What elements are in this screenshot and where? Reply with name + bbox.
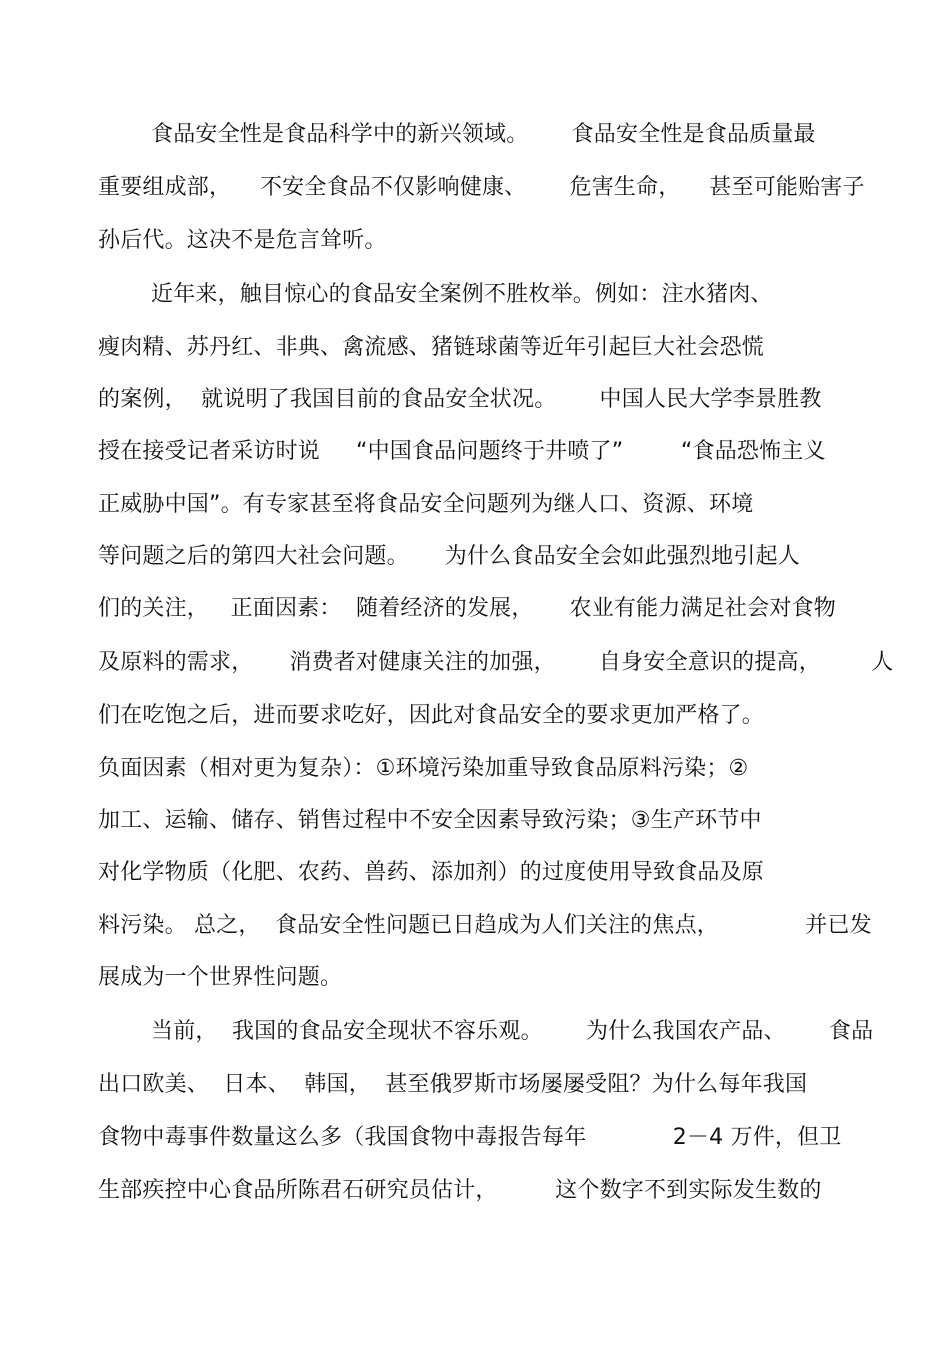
text-line: 食品安全性是食品科学中的新兴领域。 食品安全性是食品质量最 [151,122,816,147]
text-line: 对化学物质（化肥、农药、兽药、添加剂）的过度使用导致食品及原 [98,860,765,885]
text-line: 等问题之后的第四大社会问题。 为什么食品安全会如此强烈地引起人 [98,544,800,569]
text-line: 近年来，触目惊心的食品安全案例不胜枚举。例如：注水猪肉、 [151,282,773,307]
text-line: 孙后代。这决不是危言耸听。 [98,228,387,253]
text-line: 展成为一个世界性问题。 [98,965,343,990]
text-line: 当前， 我国的食品安全现状不容乐观。 为什么我国农产品、 食品 [151,1019,874,1044]
text-line: 授在接受记者采访时说 “中国食品问题终于井喷了” “食品恐怖主义 [98,439,826,464]
text-line: 重要组成部， 不安全食品不仅影响健康、 危害生命， 甚至可能贻害子 [98,175,865,200]
text-line: 正威胁中国”。有专家甚至将食品安全问题列为继人口、资源、环境 [98,492,754,517]
text-line: 们在吃饱之后，进而要求吃好，因此对食品安全的要求更加严格了。 [98,703,765,728]
text-line: 生部疾控中心食品所陈君石研究员估计， 这个数字不到实际发生数的 [98,1178,822,1203]
text-line: 加工、运输、储存、销售过程中不安全因素导致污染；③生产环节中 [98,808,762,833]
text-line: 们的关注， 正面因素： 随着经济的发展， 农业有能力满足社会对食物 [98,596,836,621]
text-line: 及原料的需求， 消费者对健康关注的加强， 自身安全意识的提高， 人 [98,650,894,675]
text-line: 瘦肉精、苏丹红、非典、禽流感、猪链球菌等近年引起巨大社会恐慌 [98,335,765,360]
text-line: 食物中毒事件数量这么多（我国食物中毒报告每年 2－4 万件，但卫 [98,1125,842,1150]
text-line: 负面因素（相对更为复杂）：①环境污染加重导致食品原料污染；② [98,756,749,781]
text-line: 出口欧美、 日本、 韩国， 甚至俄罗斯市场屡屡受阻？为什么每年我国 [98,1072,808,1097]
text-line: 料污染。 总之， 食品安全性问题已日趋成为人们关注的焦点， 并已发 [98,913,872,938]
text-line: 的案例， 就说明了我国目前的食品安全状况。 中国人民大学李景胜教 [98,387,822,412]
